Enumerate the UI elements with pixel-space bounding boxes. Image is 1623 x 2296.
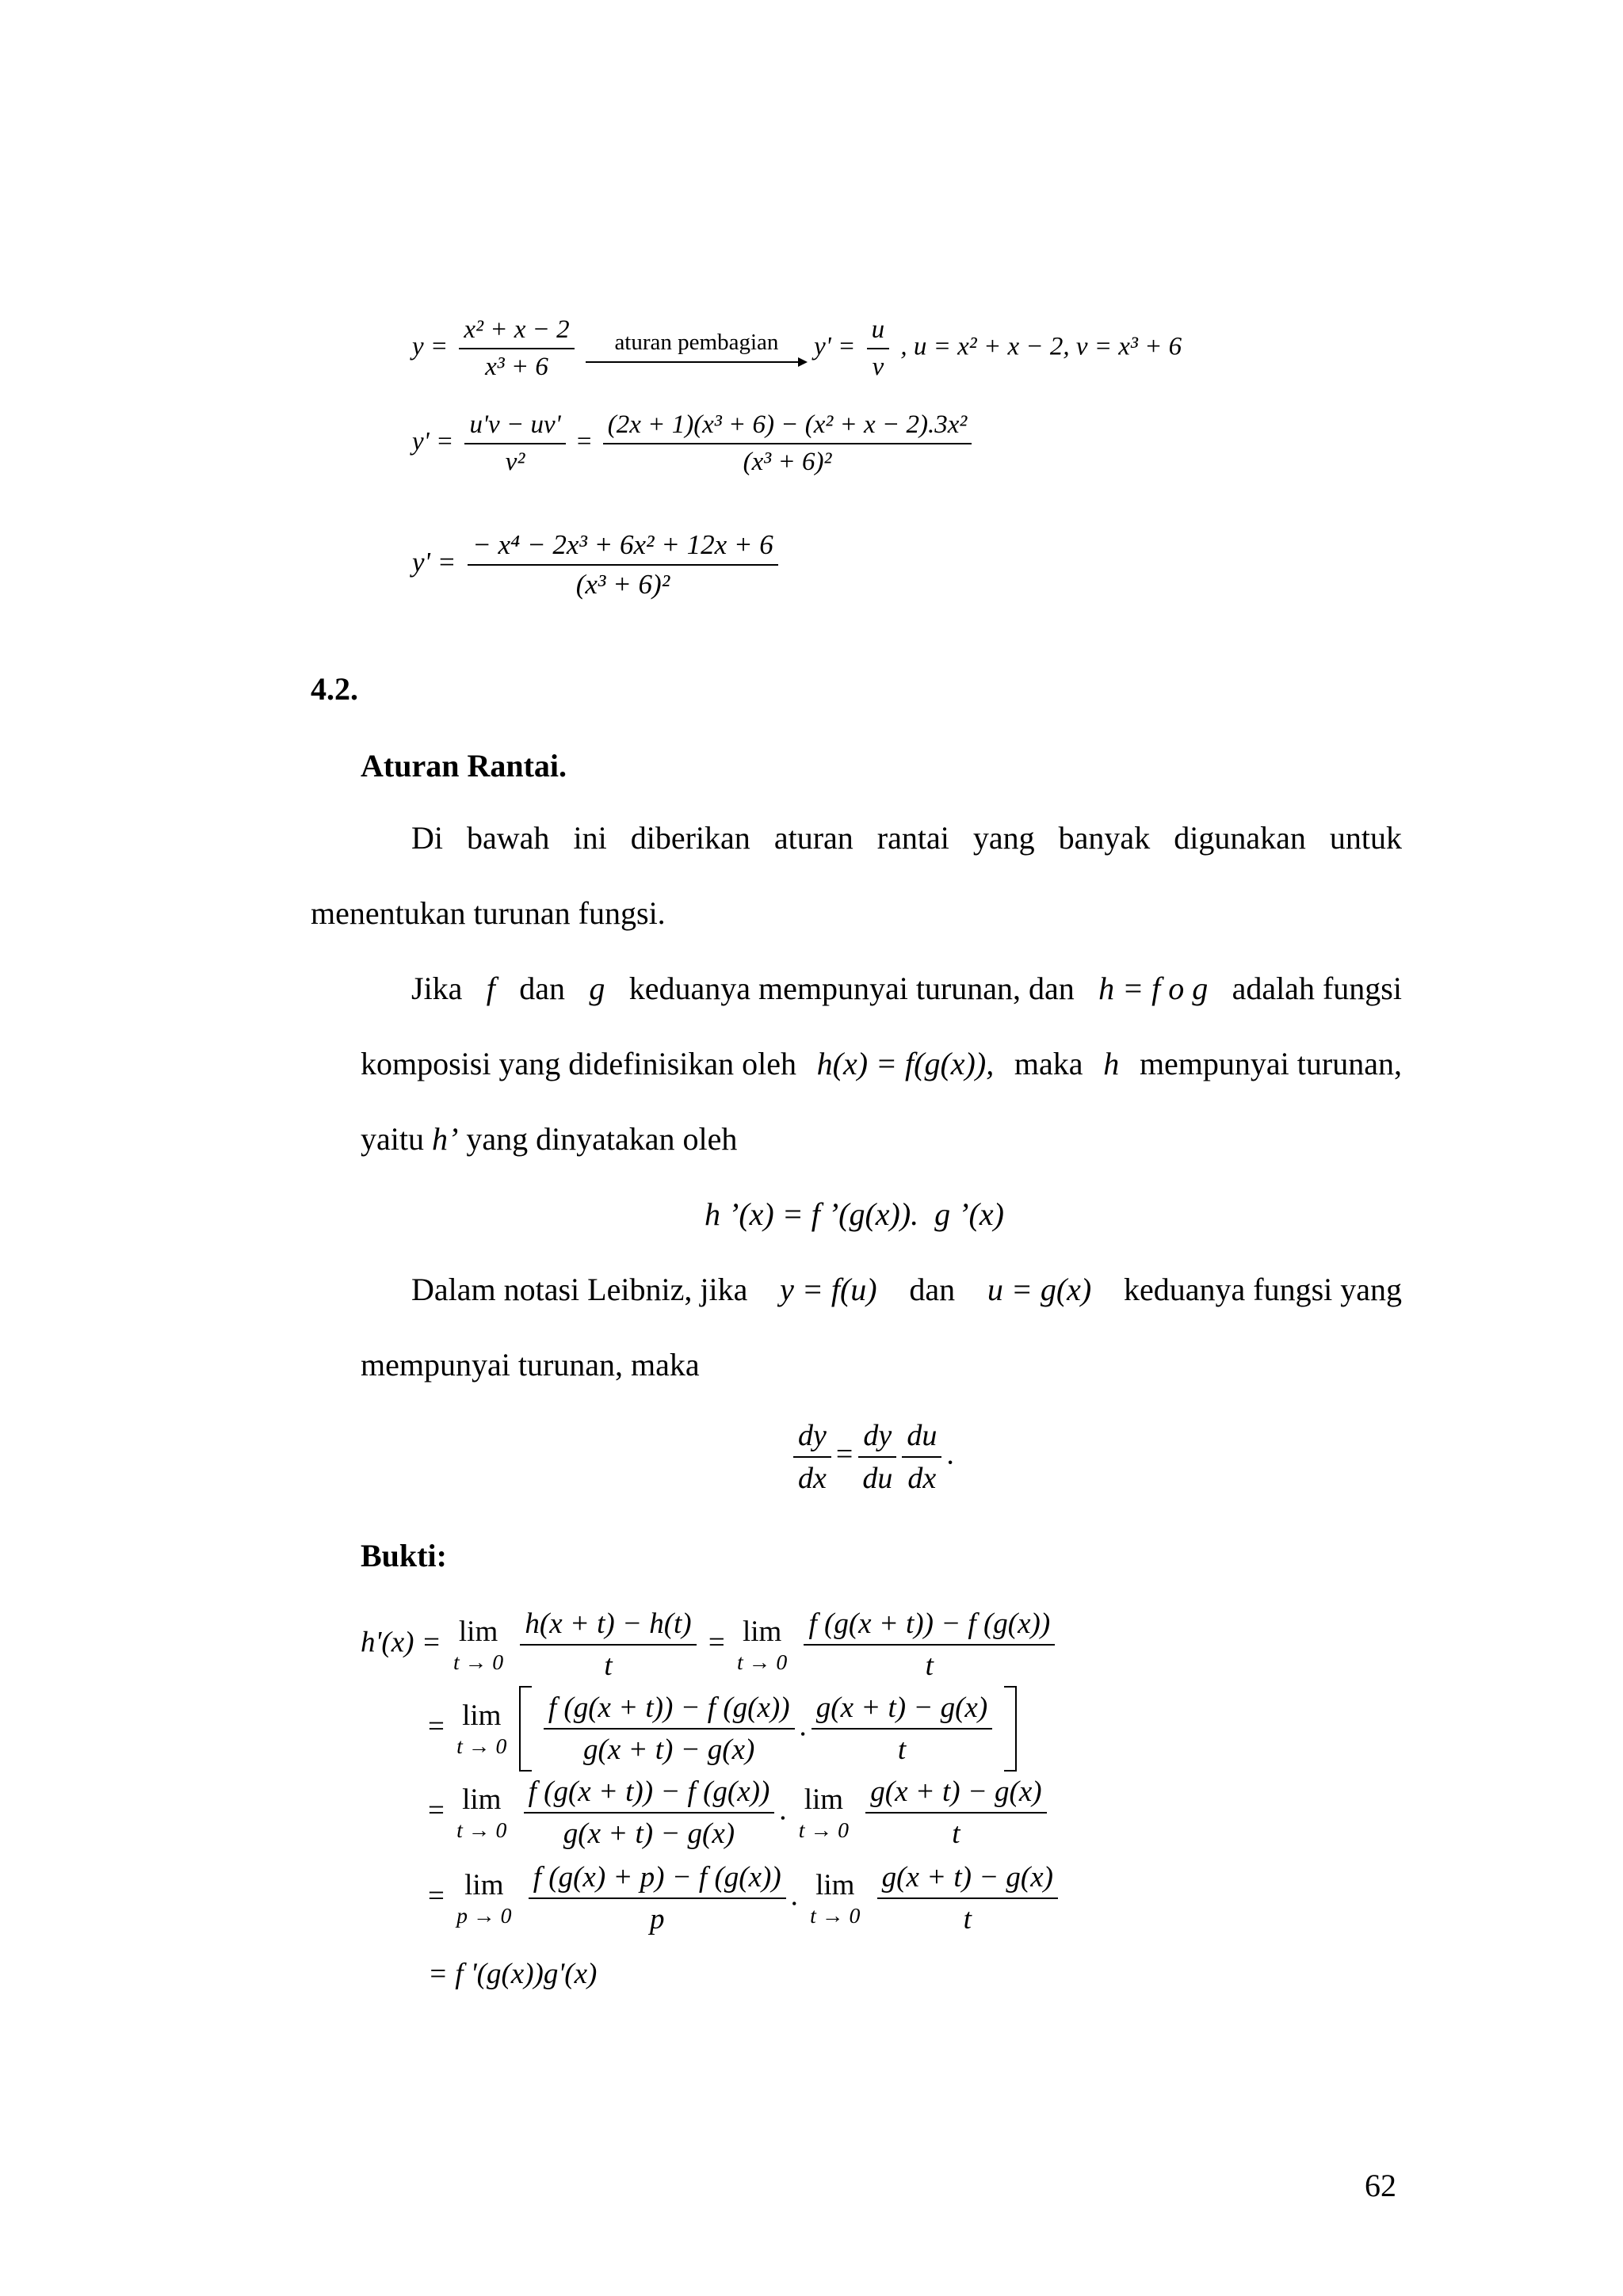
section-number: 4.2. [311, 671, 358, 707]
derivation-2-fraction-1: $\frac{u'v - uv'}{\text{v²}}$ [464, 410, 565, 477]
paragraph-2-line-1: Jika f dan g keduanya mempunyai turunan, dan h = f o g adalah fungsi [411, 971, 1402, 1006]
page-number: 62 [1365, 2168, 1396, 2203]
derivation-line-2: y' = $\frac{u'v - uv'}{\text{v²}}$ = $\frac{\text{(2x + 1)(x³ + 6) − (x² + x − 2).3x²}}{\text{(x³ + 6)²}}$ [412, 410, 976, 477]
proof-label: Bukti: [361, 1538, 447, 1573]
paragraph-3-line-1: Dalam notasi Leibniz, jika y = f(u) dan u = g(x) keduanya fungsi yang [411, 1272, 1402, 1307]
paragraph-1-line-1: Di bawah ini diberikan aturan rantai yang banyak digunakan untuk [411, 820, 1402, 856]
proof-line-5: = f '(g(x))g'(x) [428, 1958, 598, 1990]
leibniz-formula: $\frac{dy}{dx}$ = $\frac{dy}{du}$ $\frac{du}{dx}$ . [789, 1418, 954, 1496]
arrow-with-label [586, 330, 808, 368]
derivation-3-fraction: $\frac{\text{− x⁴ − 2x³ + 6x² + 12x + 6}}{\text{(x³ + 6)²}}$ [468, 529, 778, 601]
derivation-1-rhs-tail: , u = x² + x − 2, v = x³ + 6 [900, 332, 1182, 361]
derivation-2-fraction-2: $\frac{\text{(2x + 1)(x³ + 6) − (x² + x − 2).3x²}}{\text{(x³ + 6)²}}$ [603, 410, 972, 477]
paragraph-2-line-2: komposisi yang didefinisikan oleh h(x) = f(g(x)), maka h mempunyai turunan, [361, 1046, 1402, 1081]
section-title: Aturan Rantai. [361, 748, 567, 784]
derivation-1-fraction: $\frac{\text{x² + x − 2}}{\text{x³ + 6}}$ [459, 315, 574, 382]
derivation-1-lhs: y = [412, 332, 449, 361]
proof-line-1: h'(x) = lim t → 0 $\frac{h(x + t) - h(t)}{t}$ = lim t → 0 $\frac{f (g(x + t)) - f (g(x))}{t}$ [361, 1607, 1060, 1683]
derivation-line-1 [412, 315, 1182, 382]
right-arrow-icon [586, 356, 808, 368]
proof-line-4: = lim p → 0 $\frac{f (g(x) + p) - f (g(x))}{p}$ . lim t → 0 $\frac{g(x + t) - g(x)}{t}$ [428, 1860, 1063, 1936]
derivation-2-lhs: y' = [412, 427, 454, 456]
right-bracket [1004, 1686, 1017, 1772]
derivation-1-uv-fraction: $\frac{u}{v}$ [867, 315, 890, 382]
paragraph-1-line-2: menentukan turunan fungsi. [311, 895, 666, 931]
derivation-3-lhs: y' = [412, 547, 456, 578]
paragraph-3-line-2: mempunyai turunan, maka [361, 1347, 700, 1383]
paragraph-2-line-3: yaitu h’ yang dinyatakan oleh [361, 1121, 738, 1157]
arrow-label: aturan pembagian [614, 329, 779, 355]
left-bracket [519, 1686, 532, 1772]
proof-line-2: = lim t → 0 $\frac{f (g(x + t)) - f (g(x))}{g(x + t) - g(x)}$ . $\frac{g(x + t) - g(x)}{t}$ [428, 1686, 1017, 1772]
proof-line-3: = lim t → 0 $\frac{f (g(x + t)) - f (g(x))}{g(x + t) - g(x)}$ . lim t → 0 $\frac{g(x + t) - g(x)}{t}$ [428, 1775, 1052, 1851]
derivation-1-rhs-lead: y' = [814, 332, 856, 361]
chain-rule-formula: h ’(x) = f ’(g(x)). g ’(x) [705, 1196, 1004, 1232]
derivation-line-3 [412, 529, 783, 601]
